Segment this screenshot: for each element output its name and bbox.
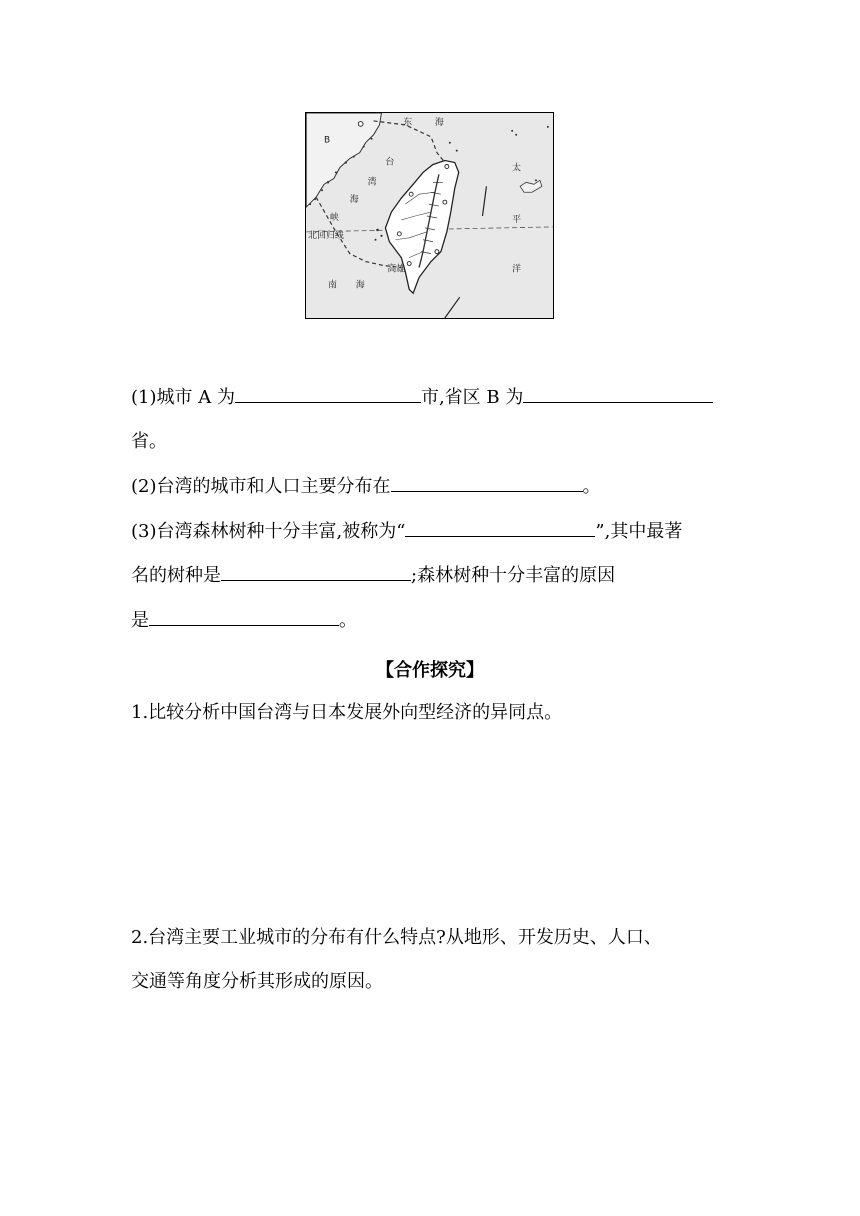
task-2-line-2: 交通等角度分析其形成的原因。 (131, 971, 383, 992)
map-mark-line (482, 186, 486, 216)
answer-blank-tree-species[interactable] (221, 566, 411, 581)
strait-label-3: 海 (349, 195, 359, 206)
strait-label-1: 台 (385, 157, 395, 168)
map-mark-line-2 (445, 297, 460, 318)
question-1-text-a: (1)城市 A 为 (131, 387, 235, 408)
answer-blank-distribution[interactable] (391, 477, 583, 492)
answer-blank-city-a[interactable] (235, 388, 421, 403)
question-3-line-2 (131, 566, 615, 586)
question-3-text-d: ;森林树种十分丰富的原因 (411, 565, 616, 586)
question-1-continuation (131, 432, 167, 452)
south-sea-label-2: 海 (355, 280, 365, 291)
pacific-label-3: 洋 (512, 264, 522, 275)
ryukyu-islands (520, 180, 542, 192)
answer-blank-province-b[interactable] (523, 388, 713, 403)
taiwan-map-figure (305, 112, 554, 319)
mainland-coast (306, 113, 381, 207)
question-2-text: (2)台湾的城市和人口主要分布在 (131, 476, 391, 497)
pacific-label-1: 太 (512, 163, 522, 174)
section-title: 【合作探究】 (376, 660, 484, 681)
question-1-line (131, 388, 713, 408)
question-2-line (131, 477, 601, 497)
question-2-end: 。 (582, 476, 601, 497)
answer-blank-forest-title[interactable] (405, 522, 595, 537)
question-3-line (131, 522, 682, 542)
province-label: B (324, 135, 331, 146)
east-sea-label-1: 东 (403, 117, 413, 128)
question-3-text-b: ”,其中最著 (595, 521, 683, 542)
question-3-end: 。 (339, 610, 357, 631)
south-sea-label-1: 南 (327, 280, 337, 291)
city-label: 高雄 (387, 264, 406, 275)
tropic-label: 北回归线 (308, 230, 344, 241)
question-1-text-c: 省。 (131, 431, 167, 452)
task-1: 1.比较分析中国台湾与日本发展外向型经济的异同点。 (131, 702, 563, 723)
question-3-text-c: 名的树种是 (131, 565, 221, 586)
taiwan-map (306, 113, 553, 318)
question-3-line-3 (131, 611, 357, 631)
task-2-line-1: 2.台湾主要工业城市的分布有什么特点?从地形、开发历史、人口、 (131, 927, 662, 948)
pacific-label-2: 平 (512, 214, 522, 225)
east-sea-label-2: 海 (434, 117, 444, 128)
question-3-text-e: 是 (131, 610, 149, 631)
strait-label-4: 峡 (329, 212, 339, 223)
answer-blank-reason[interactable] (149, 611, 339, 626)
question-1-text-b: 市,省区 B 为 (420, 387, 524, 408)
strait-label-2: 湾 (367, 177, 377, 188)
question-3-text-a: (3)台湾森林树种十分丰富,被称为“ (131, 521, 406, 542)
